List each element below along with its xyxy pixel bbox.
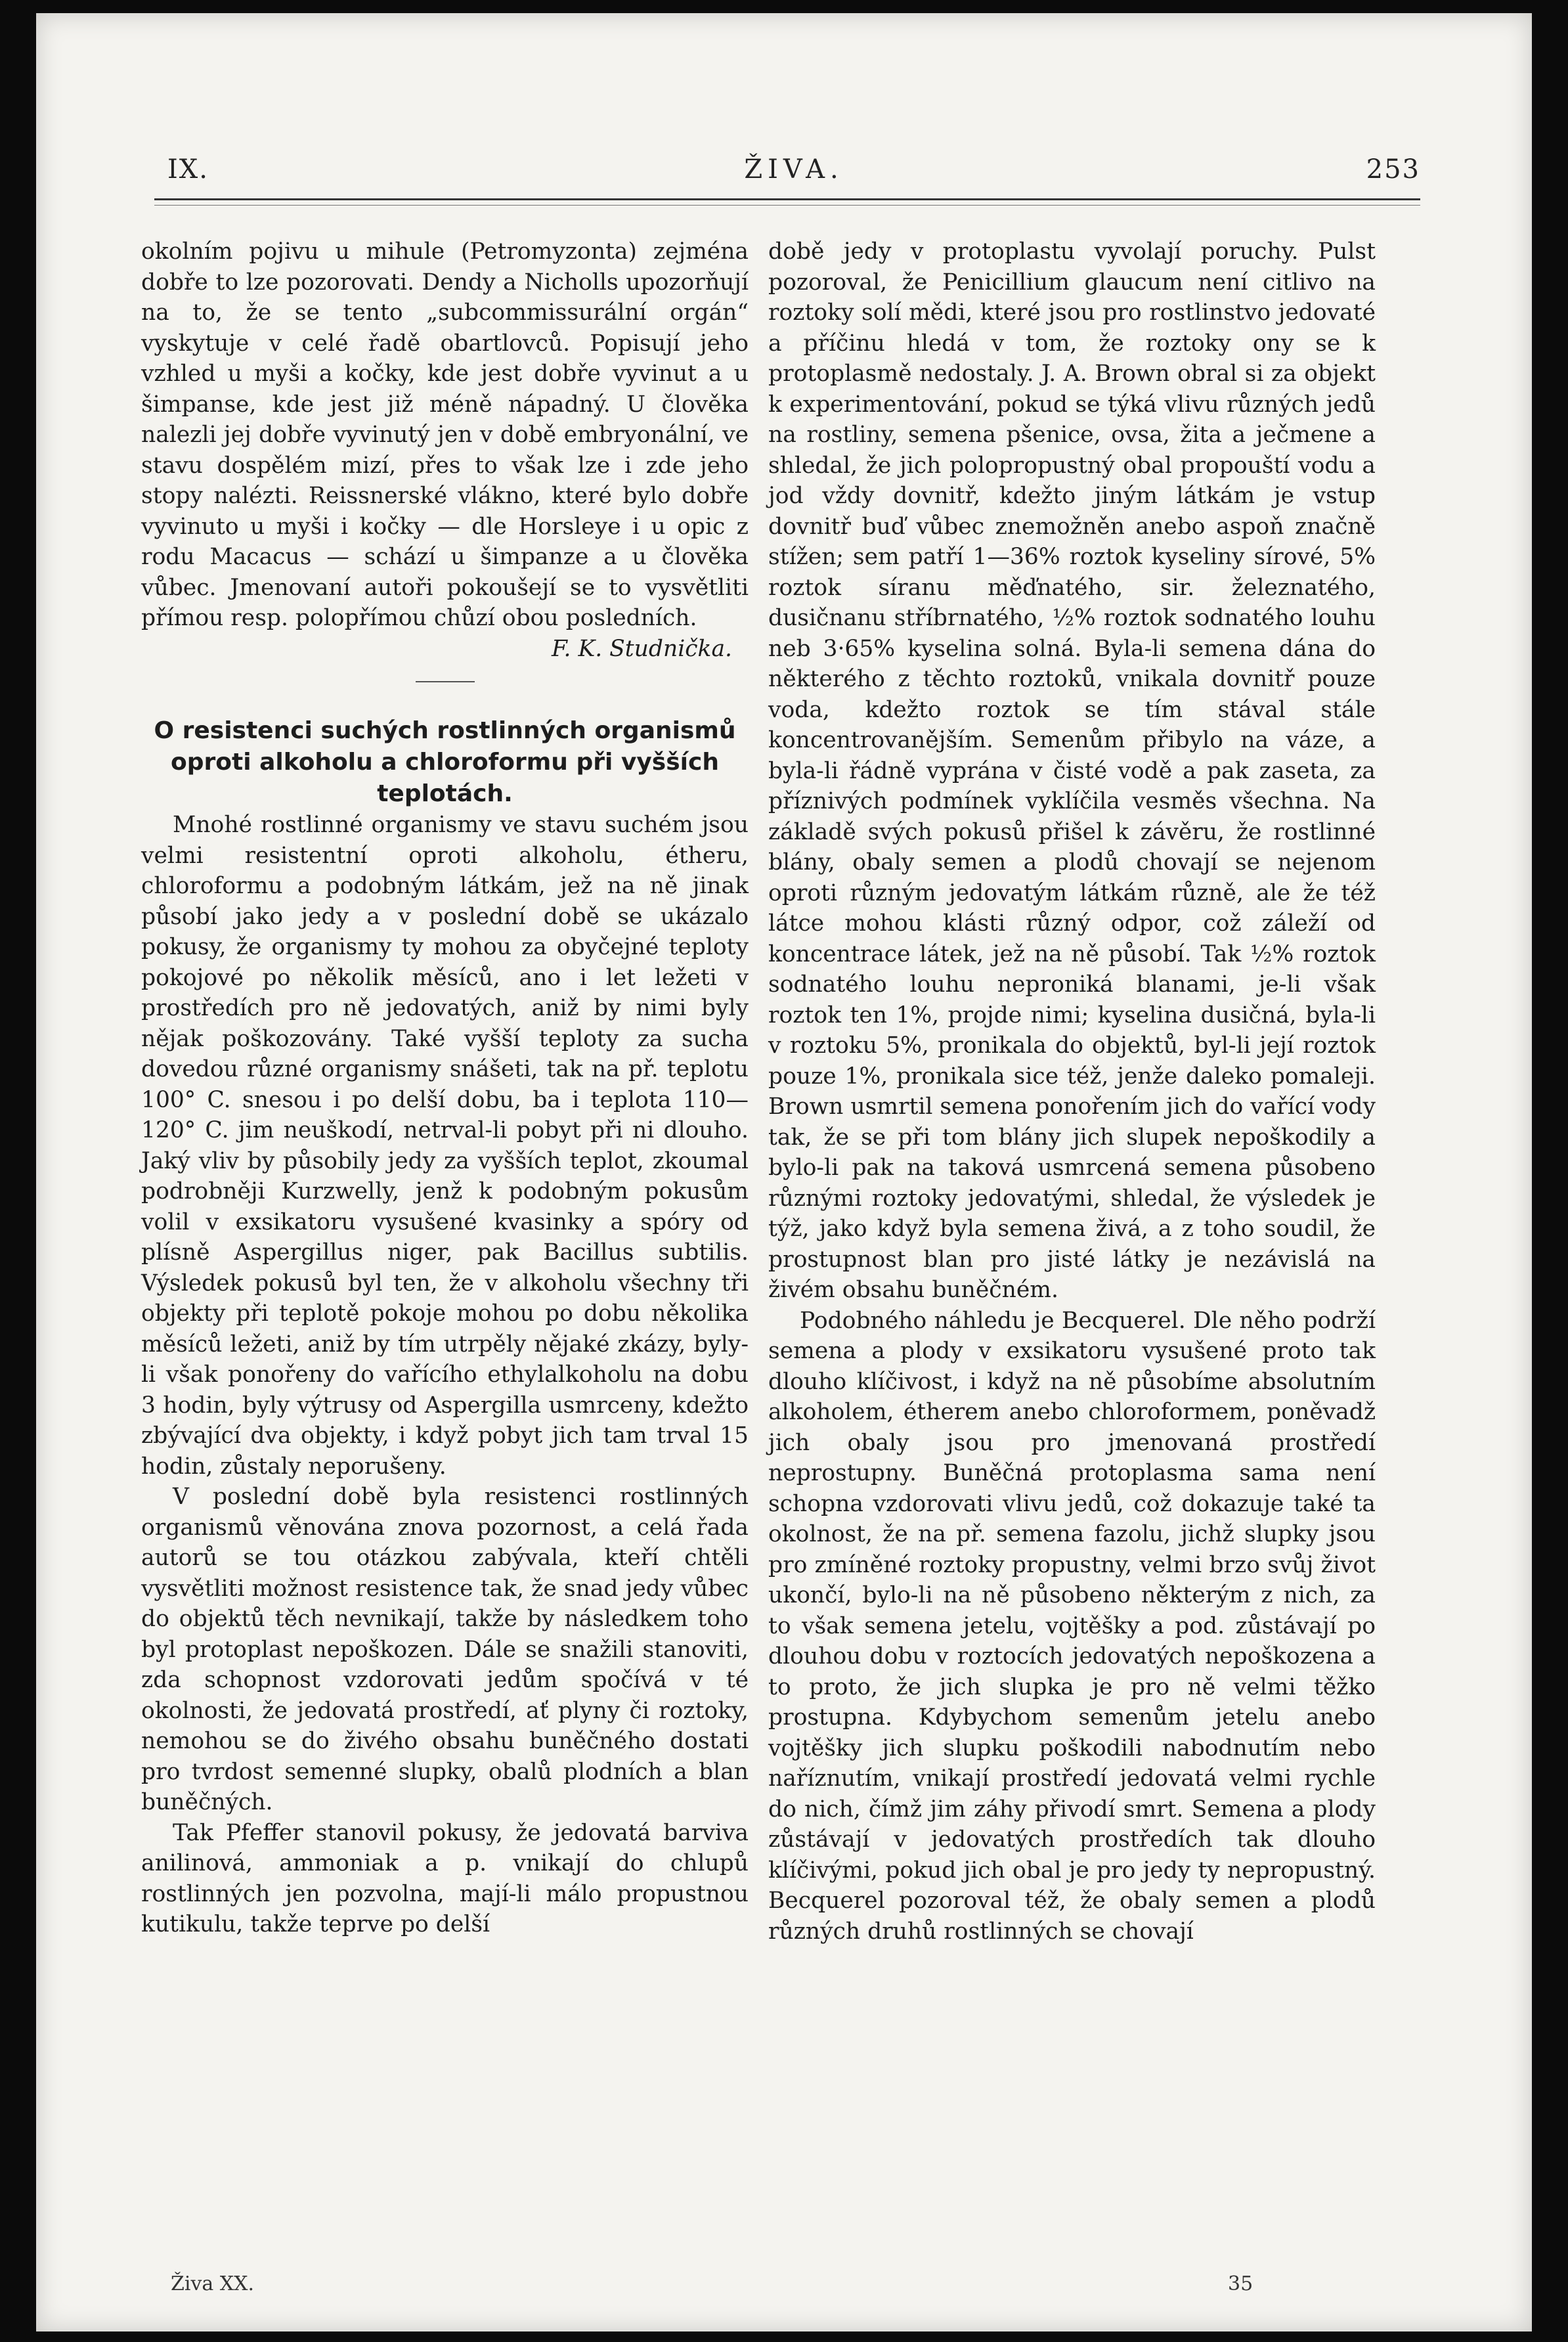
paragraph: Podobného náhledu je Becquerel. Dle něho podrží semena a plody v exsikatoru vysušené proto tak dlouho klíčivost, i když na ně působíme absolutním alkoholem, étherem anebo chloroformem, poněvadž jich obaly jsou pro jmenovaná prostředí neprostupny. Buněčná protoplasma sama není schopna vzdorovati vlivu jedů, což dokazuje také ta okolnost, že na př. semena fazolu, jichž slupky jsou pro zmíněné roztoky propustny, velmi brzo svůj život ukončí, bylo-li na ně působeno některým z nich, za to však semena jetelu, vojtěšky a pod. zůstávají po dlouhou dobu v roztocích jedovatých nepoškozena a to proto, že jich slupka je pro ně velmi těžko prostupna. Kdybychom semenům jetelu anebo vojtěšky jich slupku poškodili nabodnutím nebo naříznutím, vnikají prostředí jedovatá velmi rychle do nich, čímž jim záhy přivodí smrt. Semena a plody zůstávají v jedovatých prostředích tak dlouho klíčivými, pokud jich obal je pro jedy ty nepropustný. Becquerel pozoroval též, že obaly semen a plodů různých druhů rostlinných se chovají bbox=[768, 1307, 1376, 1945]
header-rule-thin bbox=[154, 205, 1420, 206]
paragraph: Tak Pfeffer stanovil pokusy, že jedovatá barviva anilinová, ammoniak a p. vnikají do chlupů rostlinných jen pozvolna, mají-li málo propustnou kutikulu, takže teprve po delší bbox=[141, 1819, 749, 1937]
volume-number: IX. bbox=[167, 154, 209, 185]
paragraph: době jedy v protoplastu vyvolají poruchy. Pulst pozoroval, že Penicillium glaucum není citlivo na roztoky solí mědi, které jsou pro rostlinstvo jedovaté a příčinu hledá v tom, že roztoky ony se k protoplasmě nedostaly. J. A. Brown obral si za objekt k experimentování, pokud se týká vlivu různých jedů na rostliny, semena pšenice, ovsa, žita a ječmene a shledal, že jich polopropustný obal propouští vodu a jod vždy dovnitř, kdežto jiným látkám je vstup dovnitř buď vůbec znemožněn anebo aspoň značně stížen; sem patří 1—36% roztok kyseliny sírové, 5% roztok síranu měďnatého, sir. železnatého, dusičnanu stříbrnatého, ½% roztok sodnatého louhu neb 3·65% kyselina solná. Byla-li semena dána do některého z těchto roztoků, vnikala dovnitř pouze voda, kdežto roztok se tím stával stále koncentrovanějším. Semenům přibylo na váze, a byla-li řádně vyprána v čisté vodě a pak zaseta, za příznivých podmínek vyklíčila vesměs všechna. Na základě svých pokusů přišel k závěru, že rostlinné blány, obaly semen a plodů chovají se nejenom oproti různým jedovatým látkám různě, ale že též látce mohou klásti různý odpor, což záleží od koncentrace látek, jež na ně působí. Tak ½% roztok sodnatého louhu neproniká blanami, je-li však roztok ten 1%, projde nimi; kyselina dusičná, byla-li v roztoku 5%, pronikala do objektů, byl-li její roztok pouze 1%, pronikala sice též, jenže daleko pomaleji. Brown usmrtil semena ponořením jich do vařící vody tak, že se při tom blány jich slupek nepoškodily a bylo-li pak na taková usmrcená semena působeno různými roztoky jedovatými, shledal, že výsledek je týž, jako když byla semena živá, a z toho soudil, že prostupnost blan pro jisté látky je nezávislá na živém obsahu buněčném. bbox=[768, 238, 1376, 1303]
paragraph: okolním pojivu u mihule (Petromyzonta) zejména dobře to lze pozorovati. Dendy a Nicholls upozorňují na to, že se tento „subcommissurální orgán“ vyskytuje v celé řadě obartlovců. Popisují jeho vzhled u myši a kočky, kde jest dobře vyvinut a u šimpanse, kde jest již méně nápadný. U člověka nalezli jej dobře vyvinutý jen v době embryonální, ve stavu dospělém mizí, přes to však lze i zde jeho stopy nalézti. Reissnerské vlákno, které bylo dobře vyvinuto u myši i kočky — dle Horsleye i u opic z rodu Macacus — schází u šimpanze a u člověka vůbec. Jmenovaní autoři pokoušejí se to vysvětliti přímou resp. polopřímou chůzí obou posledních. bbox=[141, 238, 749, 631]
author-signature: F. K. Studnička. bbox=[551, 635, 732, 662]
journal-title: ŽIVA. bbox=[744, 154, 844, 185]
paragraph: Mnohé rostlinné organismy ve stavu suchém jsou velmi resistentní oproti alkoholu, étheru, chloroformu a podobným látkám, jež na ně jinak působí jako jedy a v poslední době se ukázalo pokusy, že organismy ty mohou za obyčejné teploty pokojové po několik měsíců, ano i let ležeti v prostředích pro ně jedovatých, aniž by nimi byly nějak poškozovány. Také vyšší teploty za sucha dovedou různé organismy snášeti, tak na př. teplotu 100° C. snesou i po delší dobu, ba i teplota 110—120° C. jim neuškodí, netrval-li pobyt při ni dlouho. Jaký vliv by působily jedy za vyšších teplot, zkoumal podrobněji Kurzwelly, jenž k podobným pokusům volil v exsikatoru vysušené kvasinky a spóry od plísně Aspergillus niger, pak Bacillus subtilis. Výsledek pokusů byl ten, že v alkoholu všechny tři objekty při teplotě pokoje mohou po dobu několika měsíců ležeti, aniž by tím utrpěly nějaké zkázy, byly-li však ponořeny do vařícího ethylalkoholu na dobu 3 hodin, byly výtrusy od Aspergilla usmrceny, kdežto zbývající dva objekty, i když pobyt jich tam trval 15 hodin, zůstaly neporušeny. bbox=[141, 812, 749, 1480]
section-separator bbox=[416, 681, 475, 682]
right-column bbox=[768, 236, 1376, 1947]
article-title: O resistenci suchých rostlinných organismů oproti alkoholu a chloroformu při vyšších teplotách. bbox=[154, 717, 736, 807]
scanned-page bbox=[36, 13, 1532, 2331]
paragraph: V poslední době byla resistenci rostlinných organismů věnována znova pozornost, a celá řada autorů se tou otázkou zabývala, kteří chtěli vysvětliti možnost resistence tak, že snad jedy vůbec do objektů těch nevnikají, takže by následkem toho byl protoplast nepoškozen. Dále se snažili stanoviti, zda schopnost vzdorovati jedům spočívá v té okolnosti, že jedovatá prostředí, ať plyny či roztoky, nemohou se do živého obsahu buněčného dostati pro tvrdost semenné slupky, obalů plodních a blan buněčných. bbox=[141, 1484, 749, 1815]
running-header bbox=[167, 154, 1420, 194]
page-number: 253 bbox=[1366, 154, 1420, 185]
signature-mark: Živa XX. bbox=[171, 2272, 255, 2295]
sheet-number: 35 bbox=[1228, 2272, 1253, 2295]
left-column bbox=[141, 236, 749, 1940]
header-rule bbox=[154, 198, 1420, 200]
